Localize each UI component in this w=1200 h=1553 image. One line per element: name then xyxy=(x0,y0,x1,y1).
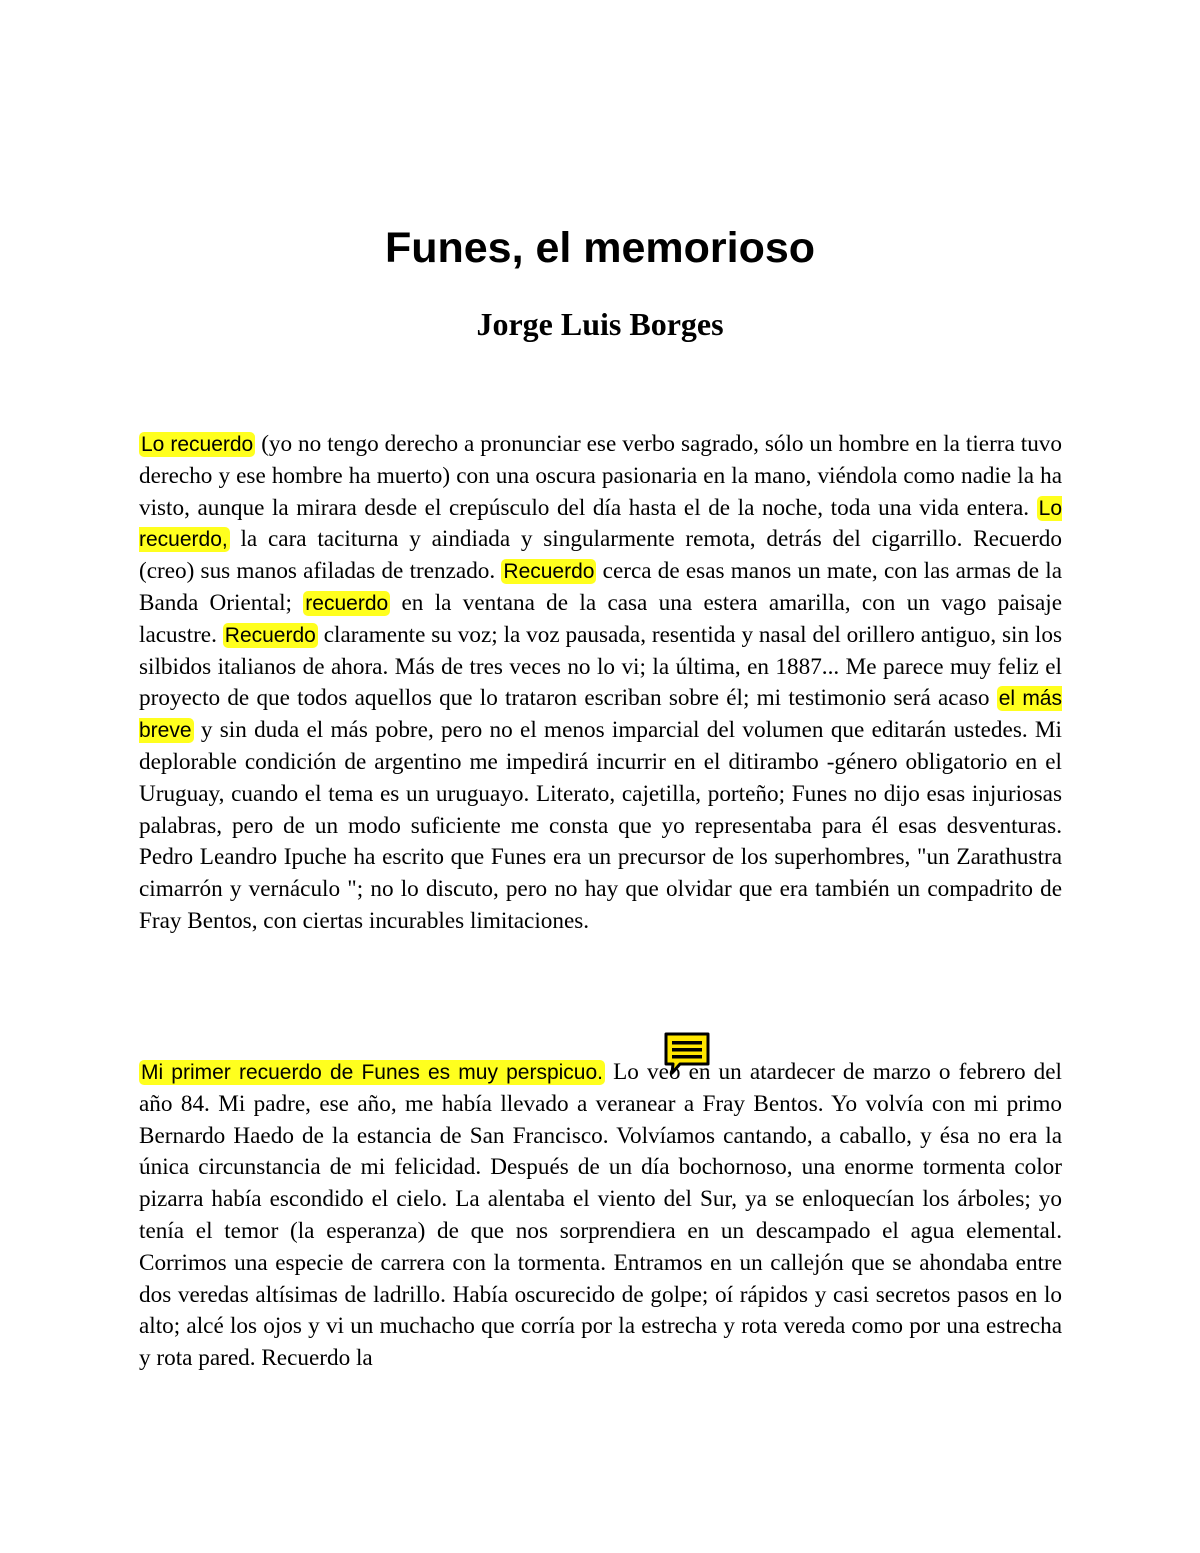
paragraph-text: Lo veo en un atardecer de marzo o febrero del año 84. Mi padre, ese año, me había llevado a veranear a Fray Bentos. Yo volvía con mi primo Bernardo Haedo de la estancia de San Francisco. Volvíamos cantando, a caballo, y ésa no era la única circunstancia de mi felicidad. Después de un día bochornoso, una enorme tormenta color pizarra había escondido el cielo. La alentaba el viento del Sur, ya se enloquecían los árboles; yo tenía el temor (la esperanza) de que nos sorprendiera en un descampado el agua elemental. Corrimos una especie de carrera con la tormenta. Entramos en un callejón que se ahondaba entre dos veredas altísimas de ladrillo. Había oscurecido de golpe; oí rápidos y casi secretos pasos en lo alto; alcé los ojos y vi un muchacho que corría por la estrecha y rota vereda como por una estrecha y rota pared. Recuerdo la xyxy=(139,1059,1062,1372)
document-title: Funes, el memorioso xyxy=(384,224,816,272)
paragraph-text: (yo no tengo derecho a pronunciar ese verbo sagrado, sólo un hombre en la tierra tuvo derecho y ese hombre ha muerto) con una oscura pasionaria en la mano, viéndola como nadie la ha visto, aunque la mirara desde el crepúsculo del día hasta el de la noche, toda una vida entera. xyxy=(139,431,1062,521)
highlight-el-mas-breve[interactable]: el más breve xyxy=(139,687,1062,743)
highlight-recuerdo-3[interactable]: Recuerdo xyxy=(503,560,595,584)
highlight-lo-recuerdo-2[interactable]: Lo recuerdo, xyxy=(139,496,1062,552)
highlight-lo-recuerdo[interactable]: Lo recuerdo xyxy=(141,433,254,456)
document-author: Jorge Luis Borges xyxy=(476,306,724,342)
highlight-recuerdo-4[interactable]: recuerdo xyxy=(305,591,389,615)
paragraph-1 xyxy=(139,429,1062,938)
comment-note-icon[interactable] xyxy=(663,1031,711,1077)
paragraph-2 xyxy=(139,1057,1062,1375)
paragraph-text: claramente su voz; la voz pausada, resentida y nasal del orillero antiguo, sin los silbidos italianos de ahora. Más de tres veces no lo vi; la última, en 1887... Me parece muy feliz el proyecto de que todos aquellos que lo trataron escriban sobre él; mi testimonio será acaso xyxy=(139,621,1062,712)
paragraph-text: en la ventana de la casa una estera amarilla, con un vago paisaje lacustre. xyxy=(139,589,1062,648)
highlight-recuerdo-5[interactable]: Recuerdo xyxy=(224,623,316,647)
highlight-primer-recuerdo[interactable]: Mi primer recuerdo de Funes es muy perspicuo. xyxy=(141,1061,604,1084)
paragraph-text: cerca de esas manos un mate, con las armas de la Banda Oriental; xyxy=(139,558,1063,616)
paragraph-text: y sin duda el más pobre, pero no el menos imparcial del volumen que editarán ustedes. Mi deplorable condición de argentino me impedirá incurrir en el ditirambo -género obligatorio en el Uruguay, cuando el tema es un uruguayo. Literato, cajetilla, porteño; Funes no dijo esas injuriosas palabras, pero de un modo suficiente me consta que yo representaba para él esas desventuras. Pedro Leandro Ipuche ha escrito que Funes era un precursor de los superhombres, "un Zarathustra cimarrón y vernáculo "; no lo discuto, pero no hay que olvidar que era también un compadrito de Fray Bentos, con ciertas incurables limitaciones. xyxy=(139,717,1062,934)
paragraph-text: la cara taciturna y aindiada y singularmente remota, detrás del cigarrillo. Recuerdo (creo) sus manos afiladas de trenzado. xyxy=(139,526,1062,585)
